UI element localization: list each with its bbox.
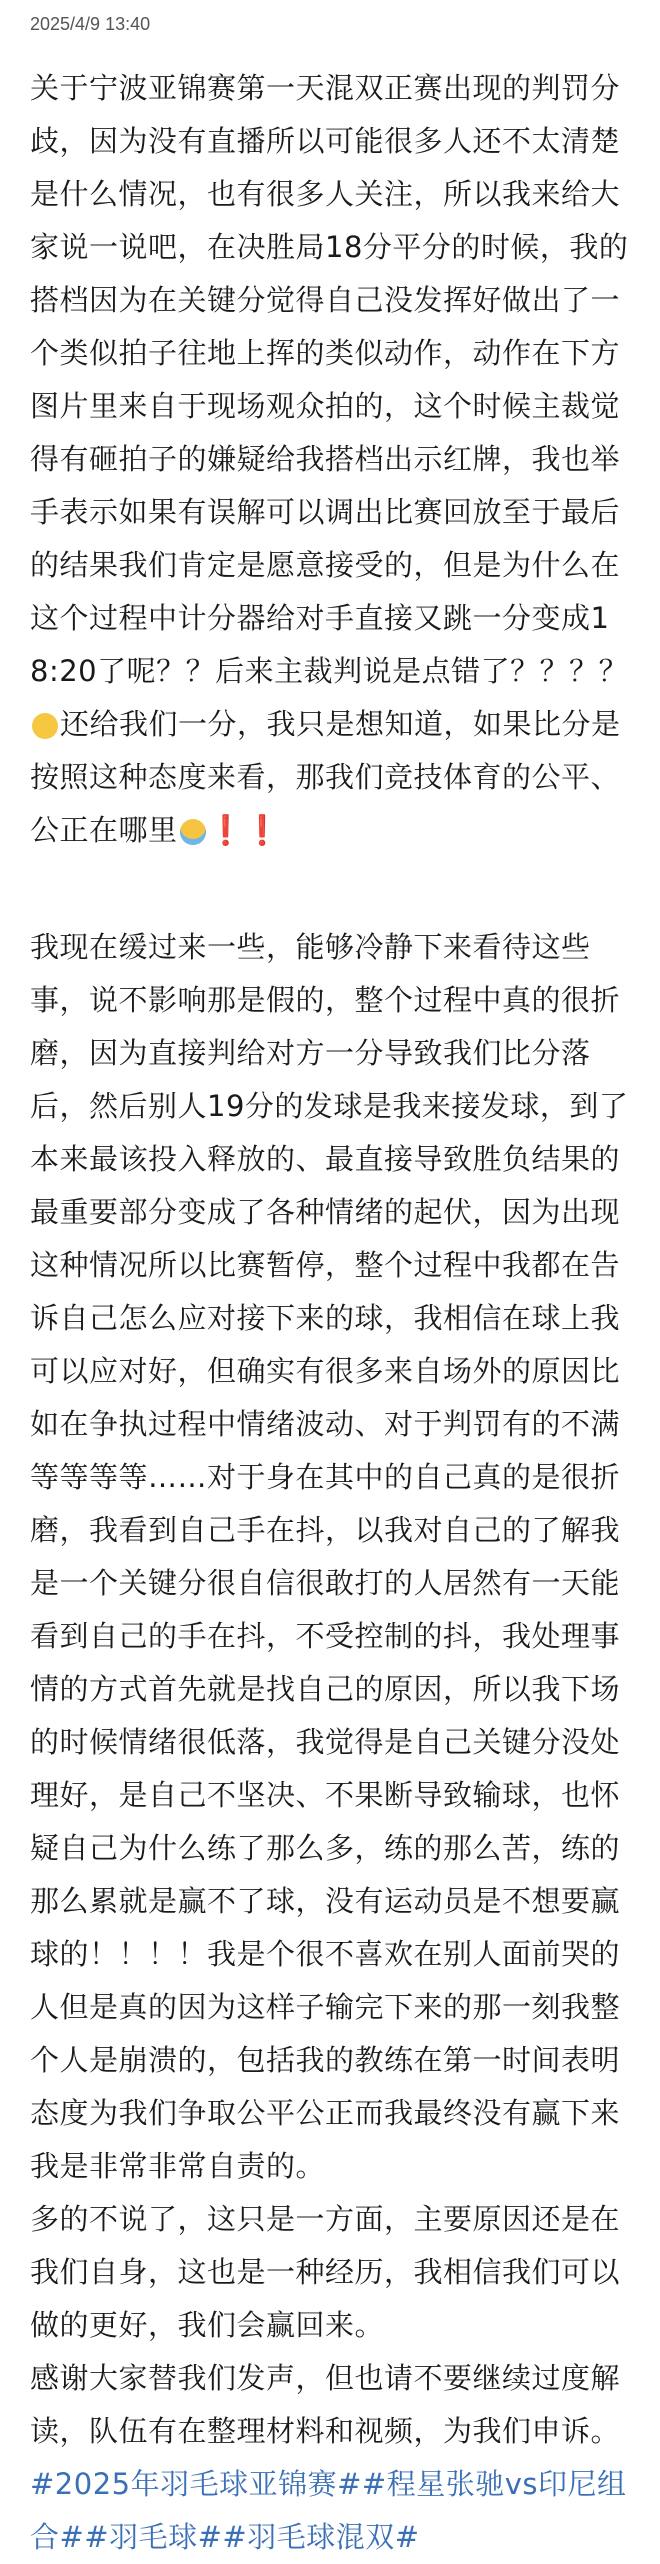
sweat-smile-emoji-icon	[32, 713, 58, 739]
paragraph-text: 还给我们一分，我只是想知道，如果比分是按照这种态度来看，那我们竞技体育的公平、公正在哪里	[30, 707, 621, 847]
post-paragraph-2: 我现在缓过来一些，能够冷静下来看待这些事，说不影响那是假的，整个过程中真的很折磨，因为直接判给对方一分导致我们比分落后，然后别人19分的发球是我来接发球，到了本来最该投入释放的、最直接导致胜负结果的最重要部分变成了各种情绪的起伏，因为出现这种情况所以比赛暂停，整个过程中我都在告诉自己怎么应对接下来的球，我相信在球上我可以应对好，但确实有很多来自场外的原因比如在争执过程中情绪波动、对于判罚有的不满等等等等……对于身在其中的自己真的是很折磨，我看到自己手在抖，以我对自己的了解我是一个关键分很自信很敢打的人居然有一天能看到自己的手在抖，不受控制的抖，我处理事情的方式首先就是找自己的原因，所以我下场的时候情绪很低落，我觉得是自己关键分没处理好，是自己不坚决、不果断导致输球，也怀疑自己为什么练了那么多，练的那么苦，练的那么累就是赢不了球，没有运动员是不想要赢球的！！！！我是个很不喜欢在别人面前哭的人但是真的因为这样子输完下来的那一刻我整个人是崩溃的，包括我的教练在第一时间表明态度为我们争取公平公正而我最终没有赢下来我是非常非常自责的。	[30, 930, 629, 2183]
paragraph-text: 关于宁波亚锦赛第一天混双正赛出现的判罚分歧，因为没有直播所以可能很多人还不太清楚是什么情况，也有很多人关注，所以我来给大家说一说吧，在决胜局18分平分的时候，我的搭档因为在关键分觉得自己没发挥好做出了一个类似拍子往地上挥的类似动作，动作在下方图片里来自于现场观众拍的，这个时候主裁觉得有砸拍子的嫌疑给我搭档出示红牌，我也举手表示如果有误解可以调出比赛回放至于最后的结果我们肯定是愿意接受的，但是为什么在这个过程中计分器给对手直接又跳一分变成18:20了呢？？后来主裁判说是点错了？？？？	[30, 71, 629, 688]
exclamation-marks: ❗❗	[207, 813, 281, 847]
post-paragraph-4: 感谢大家替我们发声，但也请不要继续过度解读，队伍有在整理材料和视频，为我们申诉。	[30, 2361, 621, 2448]
post-paragraph-1	[30, 62, 630, 857]
post-body	[30, 62, 630, 2564]
hashtag-links[interactable]: #2025年羽毛球亚锦赛##程星张驰vs印尼组合##羽毛球##羽毛球混双#	[30, 2467, 627, 2554]
post-paragraph-3: 多的不说了，这只是一方面，主要原因还是在我们自身，这也是一种经历，我相信我们可以做的更好，我们会赢回来。	[30, 2202, 621, 2342]
post-timestamp: 2025/4/9 13:40	[30, 14, 151, 34]
crying-emoji-icon	[180, 819, 206, 845]
